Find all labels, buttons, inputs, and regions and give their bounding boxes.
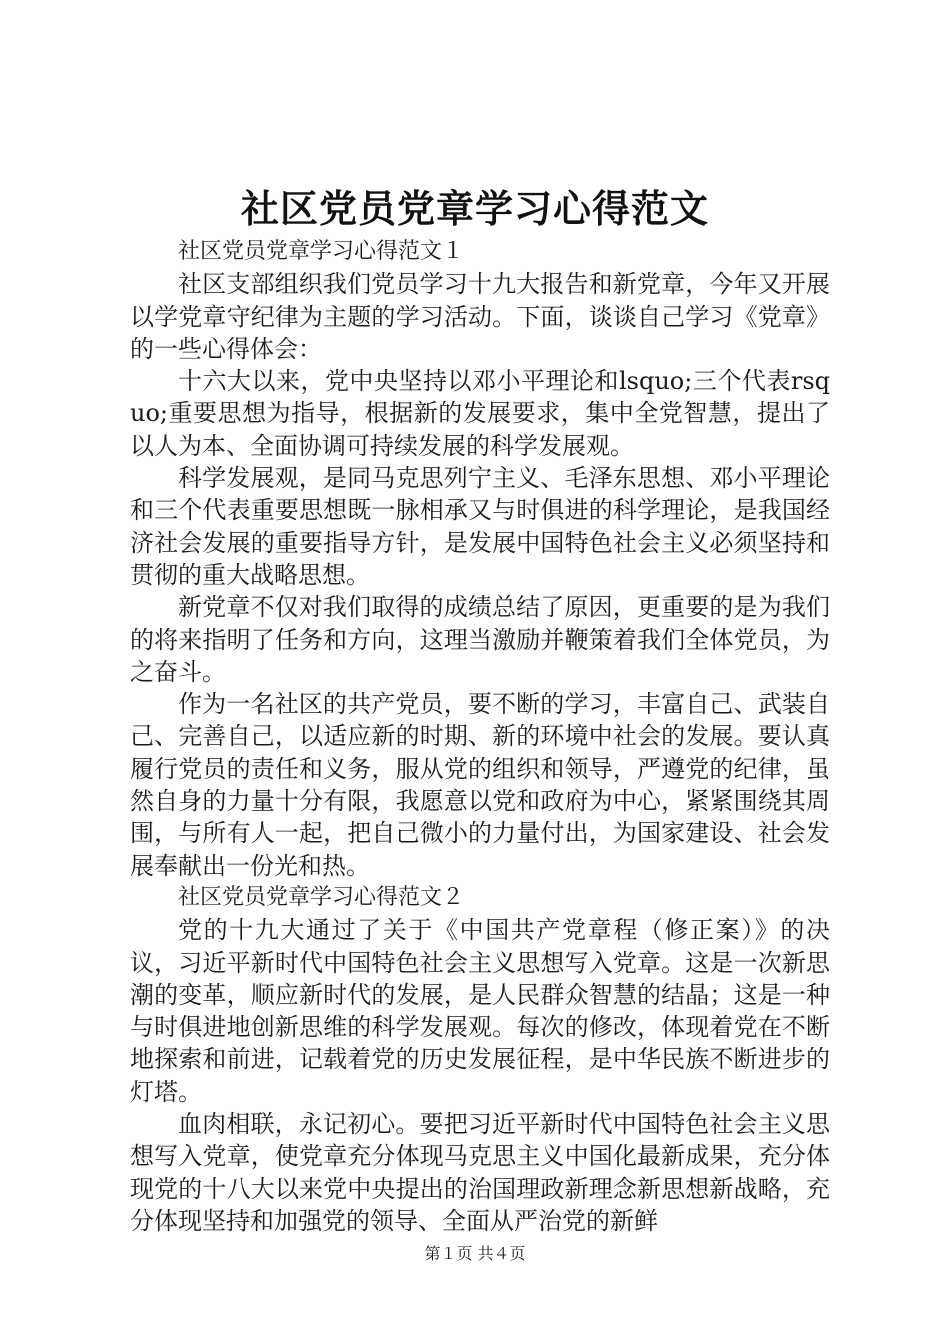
page-footer: 第１页 共４页 [424, 1244, 526, 1263]
section-heading-1: 社区党员党章学习心得范文１ [178, 239, 465, 264]
paragraph: 党的十九大通过了关于《中国共产党章程（修正案）》的决议，习近平新时代中国特色社会主义思想写入党章。这是一次新思潮的变革，顺应新时代的发展，是人民群众智慧的结晶；这是一种与时俱进地创新思维的科学发展观。每次的修改，体现着党在不断地探索和前进，记载着党的历史发展征程，是中华民族不断进步的灯塔。 [130, 916, 830, 1106]
paragraph: 科学发展观，是同马克思列宁主义、毛泽东思想、邓小平理论和三个代表重要思想既一脉相承又与时俱进的科学理论，是我国经济社会发展的重要指导方针，是发展中国特色社会主义必须坚持和贯彻的重大战略思想。 [130, 464, 830, 589]
page-title: 社区党员党章学习心得范文 [240, 186, 709, 231]
paragraph: 血肉相联，永记初心。要把习近平新时代中国特色社会主义思想写入党章，使党章充分体现马克思主义中国化最新成果，充分体现党的十八大以来党中央提出的治国理政新理念新思想新战略，充分体现坚持和加强党的领导、全面从严治党的新鲜 [130, 1110, 830, 1235]
paragraph: 作为一名社区的共产党员，要不断的学习，丰富自己、武装自己、完善自己，以适应新的时期、新的环境中社会的发展。要认真履行党员的责任和义务，服从党的组织和领导，严遵党的纪律，虽然自身的力量十分有限，我愿意以党和政府为中心，紧紧围绕其周围，与所有人一起，把自己微小的力量付出，为国家建设、社会发展奉献出一份光和热。 [130, 690, 830, 880]
document-body [130, 236, 830, 1237]
paragraph: 新党章不仅对我们取得的成绩总结了原因，更重要的是为我们的将来指明了任务和方向，这理当激励并鞭策着我们全体党员，为之奋斗。 [130, 593, 830, 686]
paragraph: 十六大以来，党中央坚持以邓小平理论和lsquo;三个代表rsquo;重要思想为指导，根据新的发展要求，集中全党智慧，提出了以人为本、全面协调可持续发展的科学发展观。 [130, 367, 830, 460]
paragraph: 社区支部组织我们党员学习十九大报告和新党章，今年又开展以学党章守纪律为主题的学习活动。下面，谈谈自己学习《党章》的一些心得体会： [130, 270, 830, 363]
section-heading-2: 社区党员党章学习心得范文２ [178, 884, 465, 910]
